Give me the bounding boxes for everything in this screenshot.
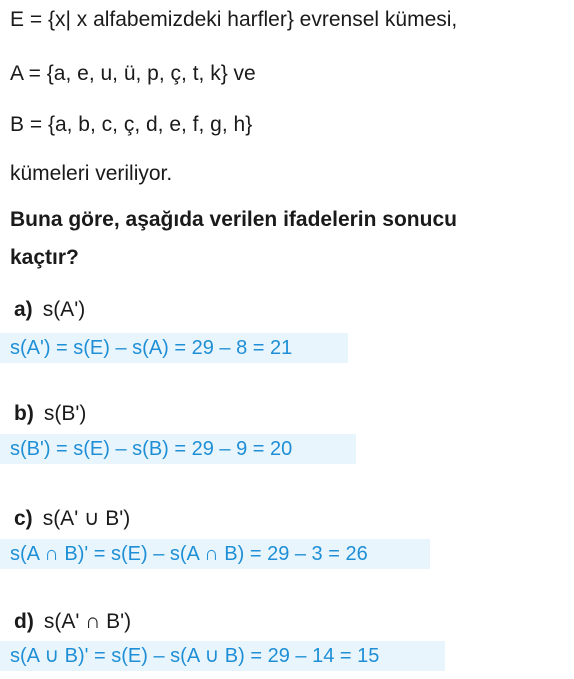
item-a-answer: s(A') = s(E) – s(A) = 29 – 8 = 21: [0, 333, 348, 363]
item-a-expression: s(A'): [42, 298, 86, 321]
item-d-label: [14, 608, 131, 636]
item-b-letter: b): [14, 402, 34, 425]
item-a-label: [14, 296, 85, 324]
item-d-answer: s(A ∪ B)' = s(E) – s(A ∪ B) = 29 – 14 = 15: [0, 641, 445, 671]
given-line: kümeleri veriliyor.: [10, 162, 173, 185]
item-c-answer: s(A ∩ B)' = s(E) – s(A ∩ B) = 29 – 3 = 26: [0, 539, 430, 569]
item-a-letter: a): [14, 298, 33, 321]
item-d-letter: d): [14, 610, 34, 633]
universal-set-line: E = {x| x alfabemizdeki harfler} evrensel kümesi,: [10, 8, 458, 31]
item-d-expression: s(A' ∩ B'): [43, 610, 132, 633]
item-c-label: [14, 505, 130, 533]
set-b-line: B = {a, b, c, ç, d, e, f, g, h}: [10, 113, 253, 136]
item-b-expression: s(B'): [43, 402, 87, 425]
question-line-2: kaçtır?: [10, 246, 79, 269]
item-c-expression: s(A' ∪ B'): [42, 507, 131, 530]
item-c-letter: c): [14, 507, 33, 530]
question-line-1: Buna göre, aşağıda verilen ifadelerin sonucu: [10, 208, 457, 231]
set-a-line: A = {a, e, u, ü, p, ç, t, k} ve: [10, 62, 256, 85]
item-b-answer: s(B') = s(E) – s(B) = 29 – 9 = 20: [0, 434, 356, 464]
item-b-label: [14, 400, 86, 428]
